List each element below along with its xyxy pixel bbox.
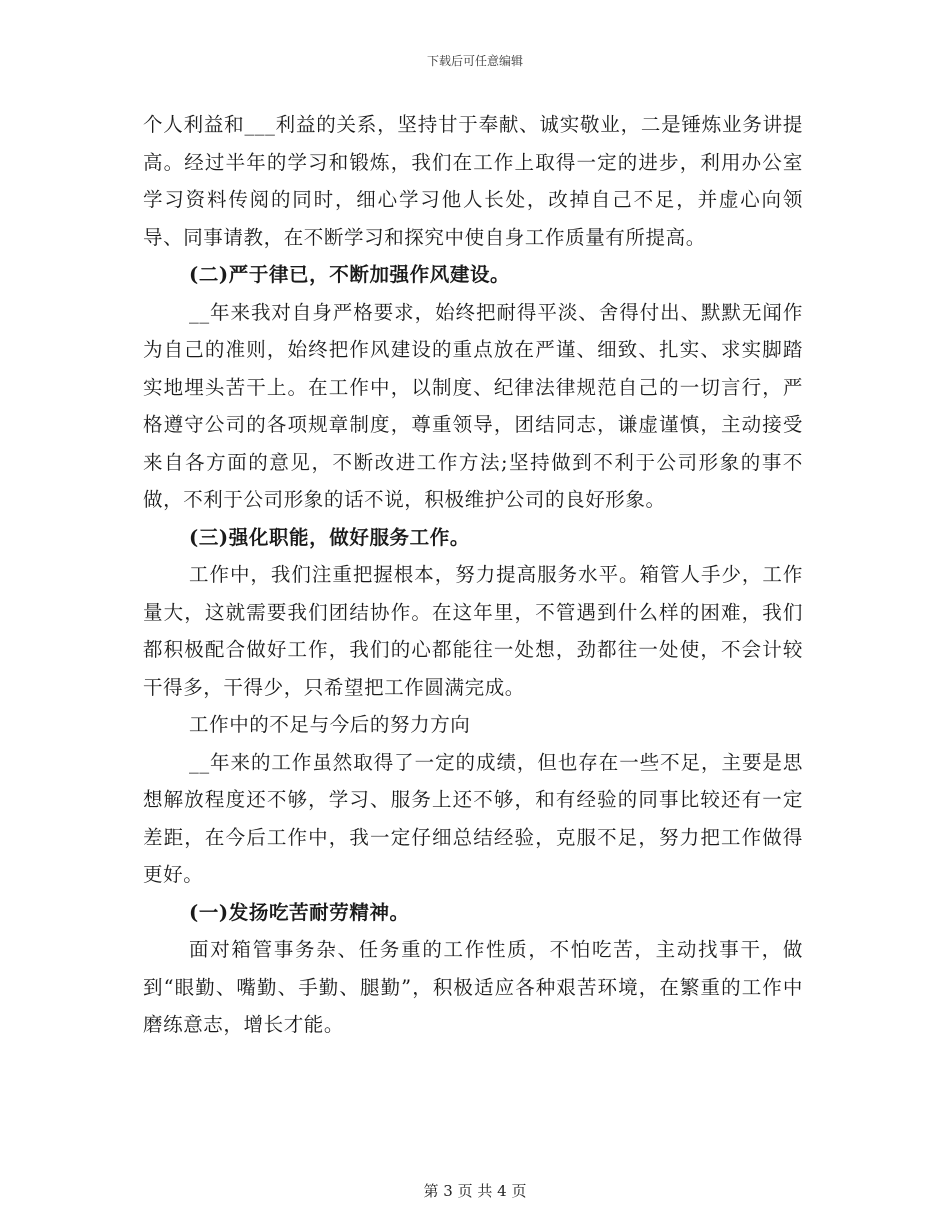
section-title: 工作中的不足与今后的努力方向	[189, 713, 471, 736]
body-paragraph: 个人利益和___利益的关系，坚持甘于奉献、诚实敬业，二是锤炼业务讲提高。经过半年的学习和锻炼，我们在工作上取得一定的进步，利用办公室学习资料传阅的同时，细心学习他人长处，改掉自己不足，并虚心向领导、同事请教，在不断学习和探究中使自身工作质量有所提高。	[143, 113, 803, 249]
document-body	[143, 106, 803, 1044]
section-heading-1: (一)发扬吃苦耐劳精神。	[189, 900, 410, 924]
body-paragraph: __年来我对自身严格要求，始终把耐得平淡、舍得付出、默默无闻作为自己的准则，始终把作风建设的重点放在严谨、细致、扎实、求实脚踏实地埋头苦干上。在工作中，以制度、纪律法律规范自己的一切言行，严格遵守公司的各项规章制度，尊重领导，团结同志，谦虚谨慎，主动接受来自各方面的意见，不断改进工作方法;坚持做到不利于公司形象的事不做，不利于公司形象的话不说，积极维护公司的良好形象。	[143, 300, 803, 511]
page-number: 第 3 页 共 4 页	[423, 1182, 527, 1200]
body-paragraph: 工作中，我们注重把握根本，努力提高服务水平。箱管人手少，工作量大，这就需要我们团结协作。在这年里，不管遇到什么样的困难，我们都积极配合做好工作，我们的心都能往一处想，劲都往一处使，不会计较干得多，干得少，只希望把工作圆满完成。	[143, 563, 803, 699]
body-paragraph: 面对箱管事务杂、任务重的工作性质，不怕吃苦，主动找事干，做到“眼勤、嘴勤、手勤、腿勤”，积极适应各种艰苦环境，在繁重的工作中磨练意志，增长才能。	[143, 938, 803, 1036]
section-heading-3: (三)强化职能，做好服务工作。	[189, 525, 470, 549]
body-paragraph: __年来的工作虽然取得了一定的成绩，但也存在一些不足，主要是思想解放程度还不够，学习、服务上还不够，和有经验的同事比较还有一定差距，在今后工作中，我一定仔细总结经验，克服不足，努力把工作做得更好。	[143, 750, 803, 886]
page-header: 下载后可任意编辑	[426, 54, 523, 68]
section-heading-2: (二)严于律已，不断加强作风建设。	[189, 263, 511, 286]
